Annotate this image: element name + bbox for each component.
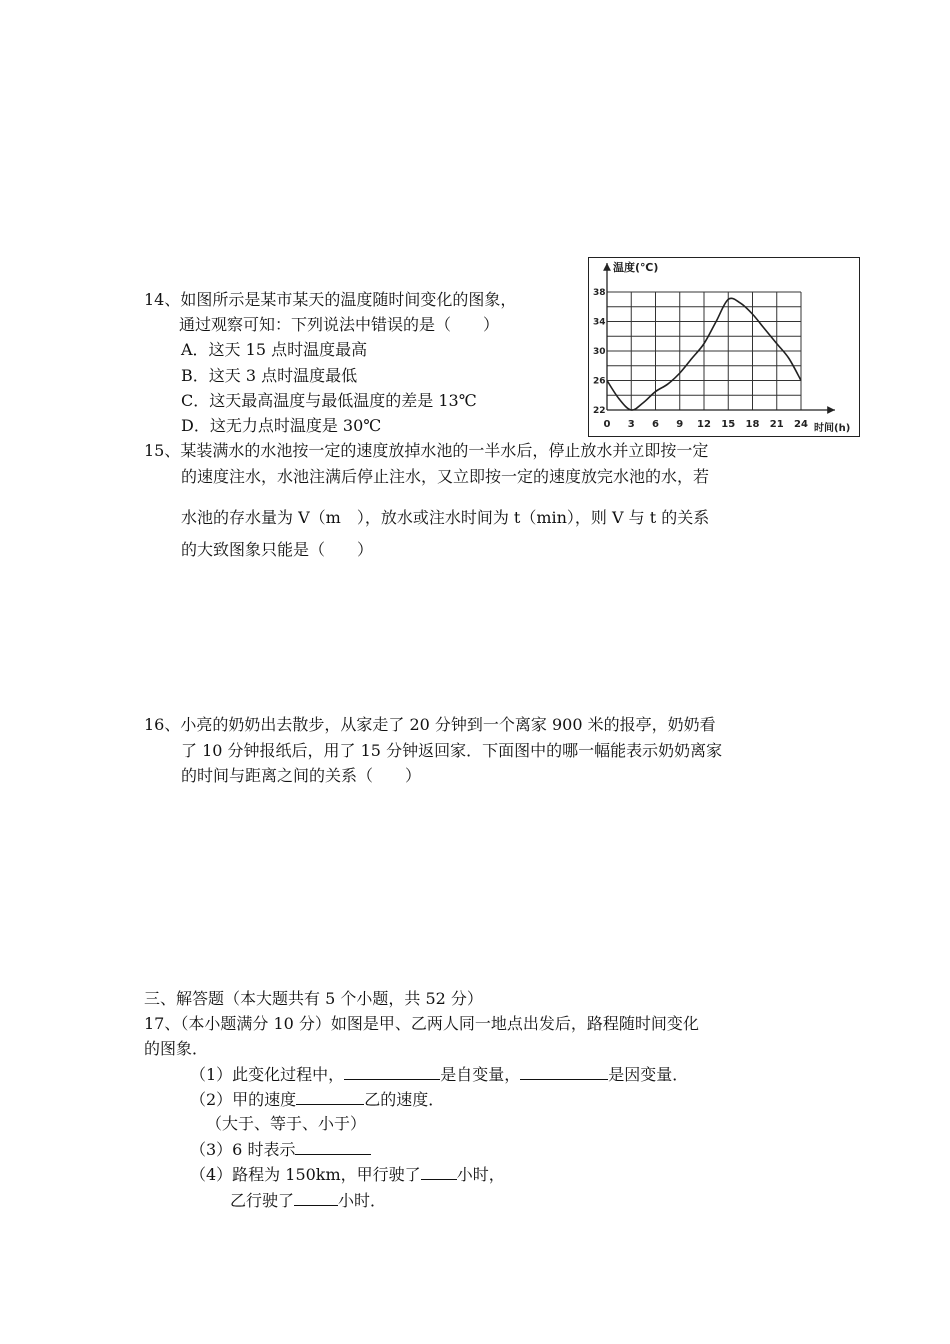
- chart-grid: [607, 292, 801, 410]
- x-tick-label: 0: [603, 419, 611, 430]
- q17-part2-suffix: 乙的速度．: [364, 1090, 445, 1109]
- q17-line2: 的图象．: [144, 1039, 209, 1058]
- q17-part1-suffix: 是因变量．: [608, 1065, 689, 1084]
- y-tick-label: 30: [593, 347, 606, 357]
- temperature-chart-svg: [589, 258, 859, 436]
- six-hour-meaning-blank[interactable]: [295, 1139, 371, 1155]
- q17-part2-hint: （大于、等于、小于）: [206, 1114, 367, 1133]
- x-tick-label: 18: [745, 419, 760, 430]
- q17-part4: [190, 1164, 505, 1185]
- q16-line1: 16、小亮的奶奶出去散步，从家走了 20 分钟到一个离家 900 米的报亭，奶奶看: [144, 715, 716, 734]
- q17-part2: [190, 1089, 444, 1110]
- q14-option-a: A．这天 15 点时温度最高: [181, 340, 368, 359]
- q14-option-b: B．这天 3 点时温度最低: [181, 366, 358, 385]
- q15-line2: 的速度注水，水池注满后停止注水，又立即按一定的速度放完水池的水，若: [181, 467, 710, 486]
- x-tick-label: 15: [721, 419, 736, 430]
- q17-part4-yi-suffix: 小时．: [338, 1191, 387, 1210]
- q17-part4-prefix: （4）路程为 150km，甲行驶了: [190, 1165, 421, 1184]
- q17-part1: [190, 1064, 688, 1085]
- q16-line3: 的时间与距离之间的关系（ ）: [181, 766, 422, 785]
- q17-part2-prefix: （2）甲的速度: [190, 1090, 297, 1109]
- q16-line2: 了 10 分钟报纸后，用了 15 分钟返回家．下面图中的哪一幅能表示奶奶离家: [181, 741, 723, 760]
- section-3-heading: 三、解答题（本大题共有 5 个小题，共 52 分）: [144, 989, 483, 1008]
- x-tick-label: 6: [652, 419, 659, 430]
- q14-line2: 通过观察可知：下列说法中错误的是（ ）: [179, 315, 500, 334]
- x-tick-label: 9: [676, 419, 684, 430]
- jia-hours-blank[interactable]: [421, 1164, 457, 1180]
- y-tick-label: 26: [593, 376, 606, 387]
- y-tick-label: 38: [593, 288, 606, 298]
- x-axis-label: 时间(h): [814, 423, 851, 434]
- q14-line1: 14、如图所示是某市某天的温度随时间变化的图象，: [144, 290, 517, 309]
- q17-line1: 17、（本小题满分 10 分）如图是甲、乙两人同一地点出发后，路程随时间变化: [144, 1014, 699, 1033]
- x-tick-label: 3: [627, 419, 635, 430]
- q17-part1-prefix: （1）此变化过程中，: [190, 1065, 345, 1084]
- y-tick-label: 22: [593, 406, 606, 416]
- q17-part4-mid: 小时，: [456, 1165, 505, 1184]
- y-axis-label: 温度(℃): [613, 261, 659, 274]
- q15-line1: 15、某装满水的水池按一定的速度放掉水池的一半水后，停止放水并立即按一定: [144, 441, 709, 460]
- q14-option-d: D．这无力点时温度是 30℃: [181, 416, 382, 435]
- y-tick-label: 34: [593, 317, 606, 328]
- temperature-chart: [588, 257, 860, 437]
- x-tick-label: 12: [697, 419, 711, 430]
- q14-option-c: C．这天最高温度与最低温度的差是 13℃: [181, 391, 477, 410]
- x-tick-label: 24: [794, 419, 808, 430]
- q15-line3: 水池的存水量为 V（m ），放水或注水时间为 t（min），则 V 与 t 的关系: [181, 508, 710, 527]
- q17-part3: [190, 1139, 371, 1160]
- q17-part3-prefix: （3）6 时表示: [190, 1140, 296, 1159]
- speed-comparison-blank[interactable]: [296, 1089, 364, 1105]
- x-tick-label: 21: [769, 419, 784, 430]
- q17-part4-yi-prefix: 乙行驶了: [230, 1191, 295, 1210]
- dependent-variable-blank[interactable]: [520, 1064, 608, 1080]
- yi-hours-blank[interactable]: [294, 1190, 338, 1206]
- q17-part4-second: [230, 1190, 386, 1211]
- q17-part1-mid: 是自变量，: [440, 1065, 521, 1084]
- independent-variable-blank[interactable]: [344, 1064, 440, 1080]
- q15-line4: 的大致图象只能是（ ）: [181, 540, 374, 559]
